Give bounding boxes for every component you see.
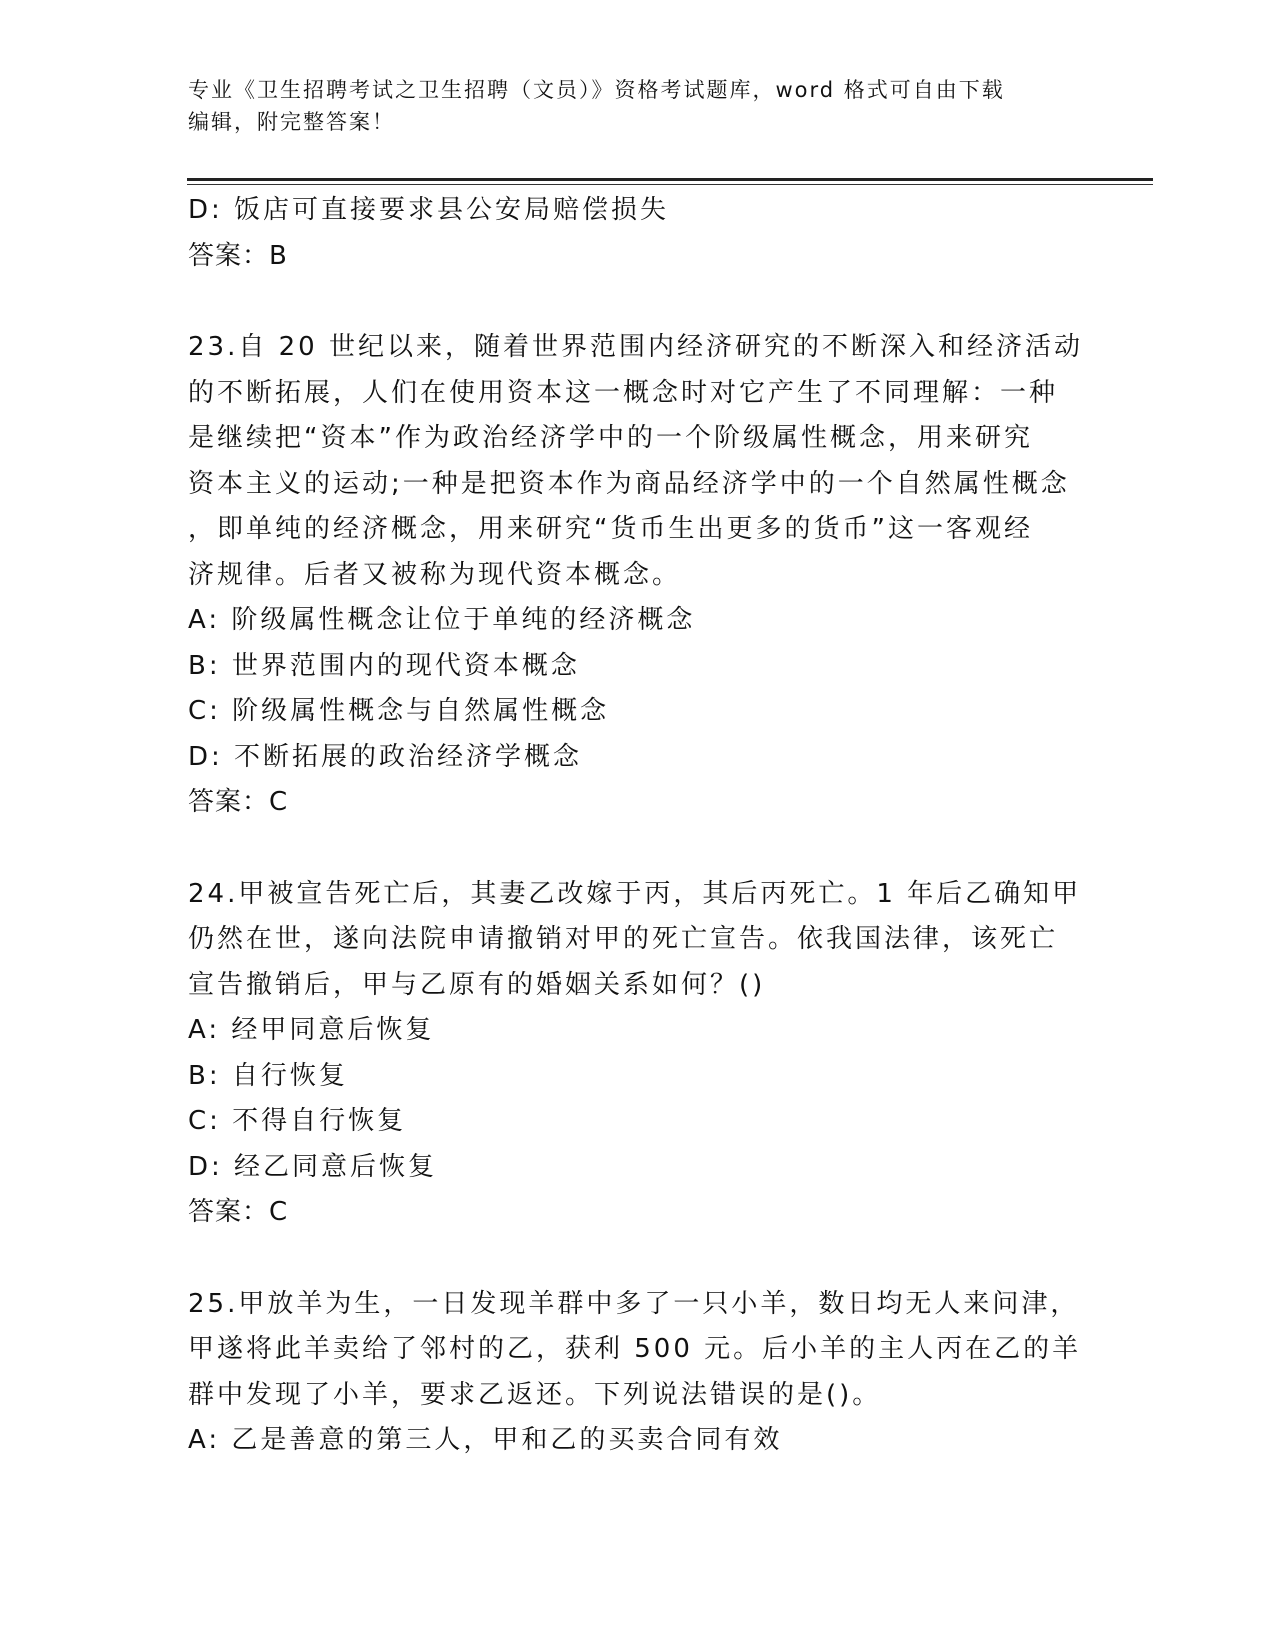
question-24-option-c: C: 不得自行恢复	[188, 1106, 407, 1136]
question-24-option-b: B: 自行恢复	[188, 1060, 348, 1091]
question-23-answer: 答案：C	[188, 787, 289, 817]
question-23-option-d: D: 不断拓展的政治经济学概念	[188, 741, 583, 772]
header-rule-thick	[187, 178, 1153, 181]
spacer	[188, 826, 1088, 872]
question-24-option-d: D: 经乙同意后恢复	[188, 1151, 438, 1182]
question-25-option-a: A: 乙是善意的第三人，甲和乙的买卖合同有效	[188, 1425, 783, 1455]
header-line-1: 专业《卫生招聘考试之卫生招聘（文员）》资格考试题库，word 格式可自由下载	[188, 78, 1005, 102]
question-24-stem-line: 仍然在世，遂向法院申请撤销对甲的死亡宣告。依我国法律，该死亡	[188, 924, 1059, 954]
question-23-option-a: A: 阶级属性概念让位于单纯的经济概念	[188, 605, 696, 635]
question-24-stem-line: 24.甲被宣告死亡后，其妻乙改嫁于丙，其后丙死亡。1 年后乙确知甲	[188, 878, 1082, 909]
question-25-stem	[188, 1282, 1088, 1419]
question-23-stem-line: 是继续把“资本”作为政治经济学中的一个阶级属性概念，用来研究	[188, 423, 1033, 453]
question-23-stem-line: 的不断拓展，人们在使用资本这一概念时对它产生了不同理解：一种	[188, 377, 1059, 408]
spacer	[188, 279, 1088, 325]
question-25-stem-line: 甲遂将此羊卖给了邻村的乙，获利 500 元。后小羊的主人丙在乙的羊	[188, 1334, 1082, 1364]
header-line-2: 编辑，附完整答案！	[188, 110, 395, 134]
question-23-option-b: B: 世界范围内的现代资本概念	[188, 650, 580, 681]
question-23-stem	[188, 325, 1088, 598]
question-23-stem-line: 济规律。后者又被称为现代资本概念。	[188, 559, 682, 590]
question-23-stem-line: 23.自 20 世纪以来，随着世界范围内经济研究的不断深入和经济活动	[188, 332, 1083, 362]
question-23-option-c: C: 阶级属性概念与自然属性概念	[188, 696, 610, 726]
prev-answer: 答案：B	[188, 240, 288, 271]
question-24-answer: 答案：C	[188, 1197, 289, 1227]
prev-option-d: D: 饭店可直接要求县公安局赔偿损失	[188, 195, 670, 225]
header-rule-thin	[187, 184, 1153, 185]
question-23-stem-line: ，即单纯的经济概念，用来研究“货币生出更多的货币”这一客观经	[188, 514, 1033, 544]
question-24-stem-line: 宣告撤销后，甲与乙原有的婚姻关系如何？()	[188, 969, 766, 1000]
page-header	[188, 74, 1088, 138]
question-24-stem	[188, 872, 1088, 1009]
question-25-stem-line: 群中发现了小羊，要求乙返还。下列说法错误的是()。	[188, 1379, 882, 1410]
question-24-option-a: A: 经甲同意后恢复	[188, 1015, 435, 1045]
question-25-stem-line: 25.甲放羊为生，一日发现羊群中多了一只小羊，数日均无人来问津，	[188, 1288, 1080, 1319]
question-content	[188, 188, 1088, 1464]
question-23-stem-line: 资本主义的运动;一种是把资本作为商品经济学中的一个自然属性概念	[188, 468, 1070, 499]
spacer	[188, 1236, 1088, 1282]
